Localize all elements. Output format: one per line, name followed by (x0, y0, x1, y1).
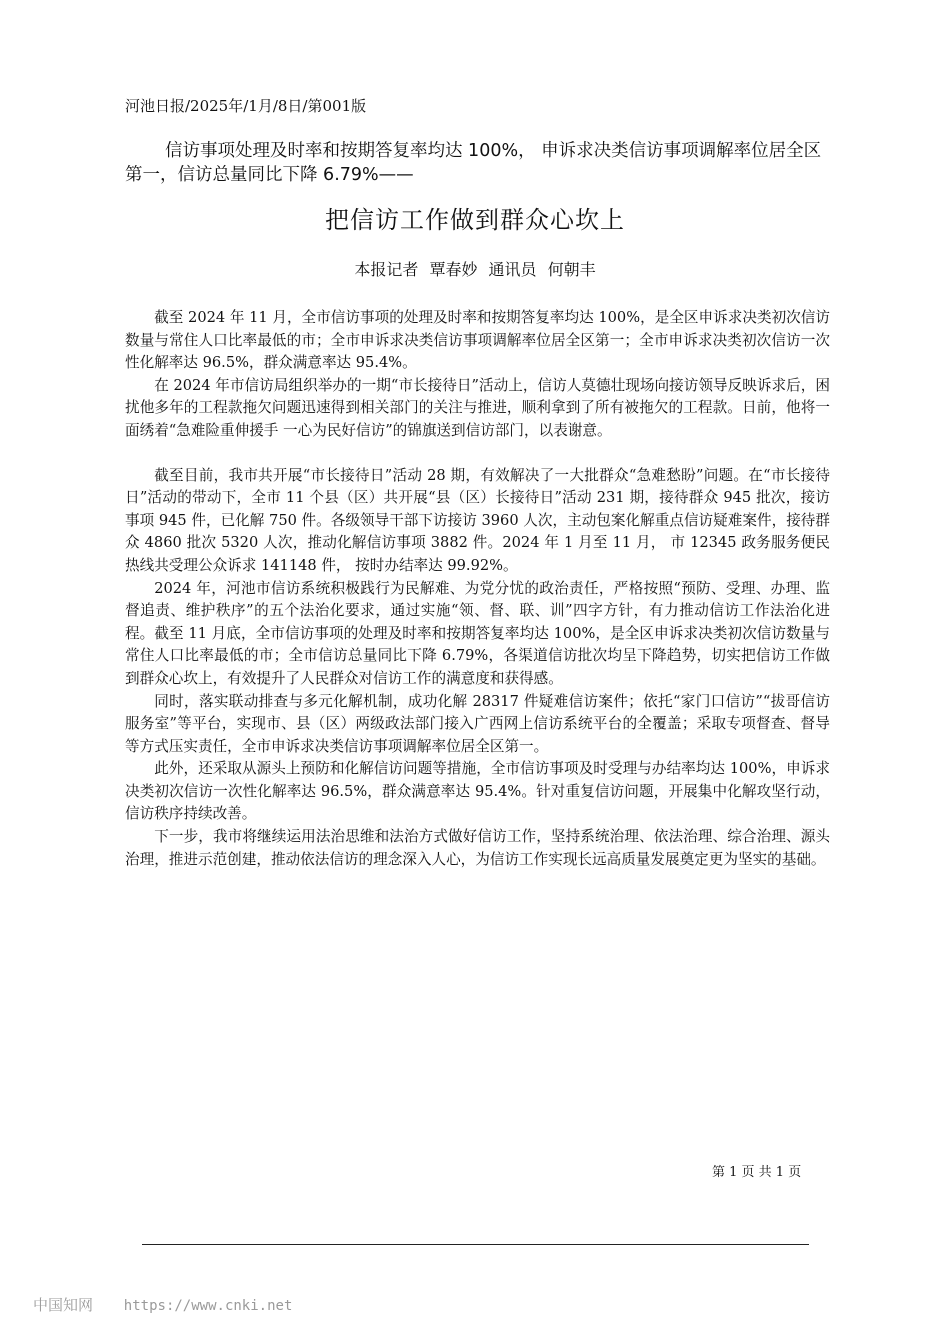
article-paragraph: 下一步，我市将继续运用法治思维和法治方式做好信访工作，坚持系统治理、依法治理、综合治理、源头治理，推进示范创建，推动依法信访的理念深入人心，为信访工作实现长远高质量发展奠定更为坚实的基础。 (125, 828, 830, 868)
cnki-watermark (33, 1295, 292, 1316)
article-paragraph: 2024 年，河池市信访系统积极践行为民解难、为党分忧的政治责任，严格按照“预防、受理、办理、监督追责、维护秩序”的五个法治化要求，通过实施“领、督、联、训”四字方针，有力推动信访工作法治化进程。截至 11 月底，全市信访事项的处理及时率和按期答复率均达 100%，是全区申诉求决类初次信访数量与常住人口比率最低的市；全市信访总量同比下降 6.79%，各渠道信访批次均呈下降趋势，切实把信访工作做到群众心坎上，有效提升了人民群众对信访工作的满意度和获得感。 (125, 579, 830, 687)
article-headline: 把信访工作做到群众心坎上 (325, 206, 625, 234)
article-paragraph: 此外，还采取从源头上预防和化解信访问题等措施，全市信访事项及时受理与办结率均达 100%，申诉求决类初次信访一次性化解率达 96.5%，群众满意率达 95.4%。针对重复信访问题，开展集中化解攻坚行动，信访秩序持续改善。 (125, 760, 830, 823)
article-body (125, 307, 830, 871)
article-paragraph: 截至目前，我市共开展“市长接待日”活动 28 期，有效解决了一大批群众“急难愁盼”问题。在“市长接待日”活动的带动下，全市 11 个县（区）共开展“县（区）长接待日”活动 231 期，接待群众 945 批次，接访事项 945 件，已化解 750 件。各级领导干部下访接访 3960 人次，主动包案化解重点信访疑难案件，接待群众 4860 批次 5320 人次，推动化解信访事项 3882 件。2024 年 1 月至 11 月， 市 12345 政务服务便民热线共受理公众诉求 141148 件， 按时办结率达 99.92%。 (125, 466, 830, 574)
article-paragraph: 在 2024 年市信访局组织举办的一期“市长接待日”活动上，信访人莫德壮现场向接访领导反映诉求后，困扰他多年的工程款拖欠问题迅速得到相关部门的关注与推进，顺利拿到了所有被拖欠的工程款。日前，他将一面绣着“急难险重伸援手 一心为民好信访”的锦旗送到信访部门，以表谢意。 (125, 376, 830, 439)
article-byline: 本报记者 覃春妙 通讯员 何朝丰 (354, 260, 596, 279)
article-paragraph: 同时，落实联动排查与多元化解机制，成功化解 28317 件疑难信访案件；依托“家门口信访”“拔哥信访服务室”等平台，实现市、县（区）两级政法部门接入广西网上信访系统平台的全覆盖；采取专项督查、督导等方式压实责任，全市申诉求决类信访事项调解率位居全区第一。 (125, 692, 830, 755)
footer-divider (142, 1244, 809, 1245)
page-number: 第 1 页 共 1 页 (712, 1165, 802, 1180)
watermark-url: https://www.cnki.net (123, 1298, 293, 1314)
watermark-name: 中国知网 (33, 1296, 94, 1314)
article-subheading: 信访事项处理及时率和按期答复率均达 100%， 申诉求决类信访事项调解率位居全区第一，信访总量同比下降 6.79%—— (125, 141, 822, 185)
article-paragraph: 截至 2024 年 11 月，全市信访事项的处理及时率和按期答复率均达 100%，是全区申诉求决类初次信访数量与常住人口比率最低的市；全市申诉求决类信访事项调解率位居全区第一；全市申诉求决类初次信访一次性化解率达 96.5%，群众满意率达 95.4%。 (125, 309, 830, 372)
source-line: 河池日报/2025年/1月/8日/第001版 (125, 97, 367, 115)
